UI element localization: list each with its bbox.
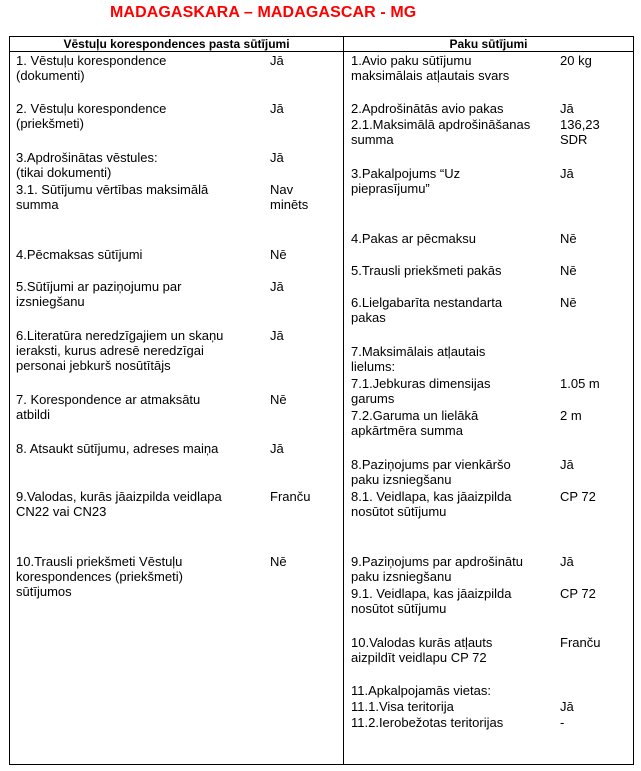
left-row-9-value: Franču <box>270 489 311 504</box>
right-row-11-1-label: 11.1.Visa teritorija <box>351 699 454 714</box>
left-row-1-value: Jā <box>270 53 284 68</box>
right-row-10-label: 10.Valodas kurās atļauts aizpildīt veidlapu CP 72 <box>351 635 493 665</box>
right-row-5-value: Nē <box>560 263 577 278</box>
left-row-4-value: Nē <box>270 247 287 262</box>
left-column-header: Vēstuļu korespondences pasta sūtījumi <box>63 37 290 51</box>
right-column-header: Paku sūtījumi <box>449 37 528 51</box>
left-row-10-value: Nē <box>270 554 287 569</box>
right-row-2-value: Jā <box>560 101 574 116</box>
right-row-9-value: Jā <box>560 554 574 569</box>
right-row-9-1-value: CP 72 <box>560 586 596 601</box>
right-row-7-2-value: 2 m <box>560 408 582 423</box>
right-row-4-value: Nē <box>560 231 577 246</box>
right-row-5-label: 5.Trausli priekšmeti pakās <box>351 263 502 278</box>
left-row-1-label: 1. Vēstuļu korespondence (dokumenti) <box>16 53 167 83</box>
left-row-5-value: Jā <box>270 279 284 294</box>
right-row-11-2-label: 11.2.Ierobežotas teritorijas <box>351 715 504 730</box>
right-row-2-1-value: 136,23 SDR <box>560 117 600 147</box>
left-row-5-label: 5.Sūtījumi ar paziņojumu par izsniegšanu <box>16 279 182 309</box>
right-row-1-label: 1.Avio paku sūtījumu maksimālais atļautais svars <box>351 53 510 83</box>
left-row-8-label: 8. Atsaukt sūtījumu, adreses maiņa <box>16 441 219 456</box>
right-row-6-value: Nē <box>560 295 577 310</box>
right-row-7-1-label: 7.1.Jebkuras dimensijas garums <box>351 376 491 406</box>
left-row-7-value: Nē <box>270 392 287 407</box>
right-row-8-1-value: CP 72 <box>560 489 596 504</box>
right-row-7-1-value: 1.05 m <box>560 376 600 391</box>
right-row-8-value: Jā <box>560 457 574 472</box>
right-row-11-1-value: Jā <box>560 699 574 714</box>
right-row-3-label: 3.Pakalpojums “Uz pieprasījumu” <box>351 166 461 196</box>
right-row-7-label: 7.Maksimālais atļautais lielums: <box>351 344 486 374</box>
right-row-8-label: 8.Paziņojums par vienkāršo paku izsniegšanu <box>351 457 511 487</box>
left-row-6-label: 6.Literatūra neredzīgajiem un skaņu ieraksti, kurus adresē neredzīgai personai jebkurš nosūtītājs <box>16 328 224 373</box>
left-row-10-label: 10.Trausli priekšmeti Vēstuļu korespondences (priekšmeti) sūtījumos <box>16 554 183 599</box>
right-row-2-1-label: 2.1.Maksimālā apdrošināšanas summa <box>351 117 531 147</box>
right-row-11-2-value: - <box>560 715 565 730</box>
left-row-9-label: 9.Valodas, kurās jāaizpilda veidlapa CN22 vai CN23 <box>16 489 222 519</box>
right-row-3-value: Jā <box>560 166 574 181</box>
left-row-2-value: Jā <box>270 101 284 116</box>
right-row-1-value: 20 kg <box>560 53 592 68</box>
left-row-3-1-label: 3.1. Sūtījumu vērtības maksimālā summa <box>16 182 209 212</box>
left-row-3-label: 3.Apdrošinātas vēstules: (tikai dokumenti) <box>16 150 158 180</box>
column-divider <box>343 36 344 765</box>
left-row-2-label: 2. Vēstuļu korespondence (priekšmeti) <box>16 101 167 131</box>
right-row-7-2-label: 7.2.Garuma un lielākā apkārtmēra summa <box>351 408 479 438</box>
header-divider <box>9 51 634 52</box>
page-title: MADAGASKARA – MADAGASCAR - MG <box>110 4 417 21</box>
left-row-6-value: Jā <box>270 328 284 343</box>
left-row-4-label: 4.Pēcmaksas sūtījumi <box>16 247 143 262</box>
right-row-4-label: 4.Pakas ar pēcmaksu <box>351 231 477 246</box>
left-row-7-label: 7. Korespondence ar atmaksātu atbildi <box>16 392 201 422</box>
right-row-8-1-label: 8.1. Veidlapa, kas jāaizpilda nosūtot sūtījumu <box>351 489 512 519</box>
left-row-8-value: Jā <box>270 441 284 456</box>
right-row-11-label: 11.Apkalpojamās vietas: <box>351 683 491 698</box>
right-row-9-label: 9.Paziņojums par apdrošinātu paku izsniegšanu <box>351 554 523 584</box>
right-row-6-label: 6.Lielgabarīta nestandarta pakas <box>351 295 503 325</box>
right-row-2-label: 2.Apdrošinātās avio pakas <box>351 101 504 116</box>
right-row-10-value: Franču <box>560 635 601 650</box>
left-row-3-value: Jā <box>270 150 284 165</box>
right-row-9-1-label: 9.1. Veidlapa, kas jāaizpilda nosūtot sūtījumu <box>351 586 512 616</box>
left-row-3-1-value: Nav minēts <box>270 182 309 212</box>
